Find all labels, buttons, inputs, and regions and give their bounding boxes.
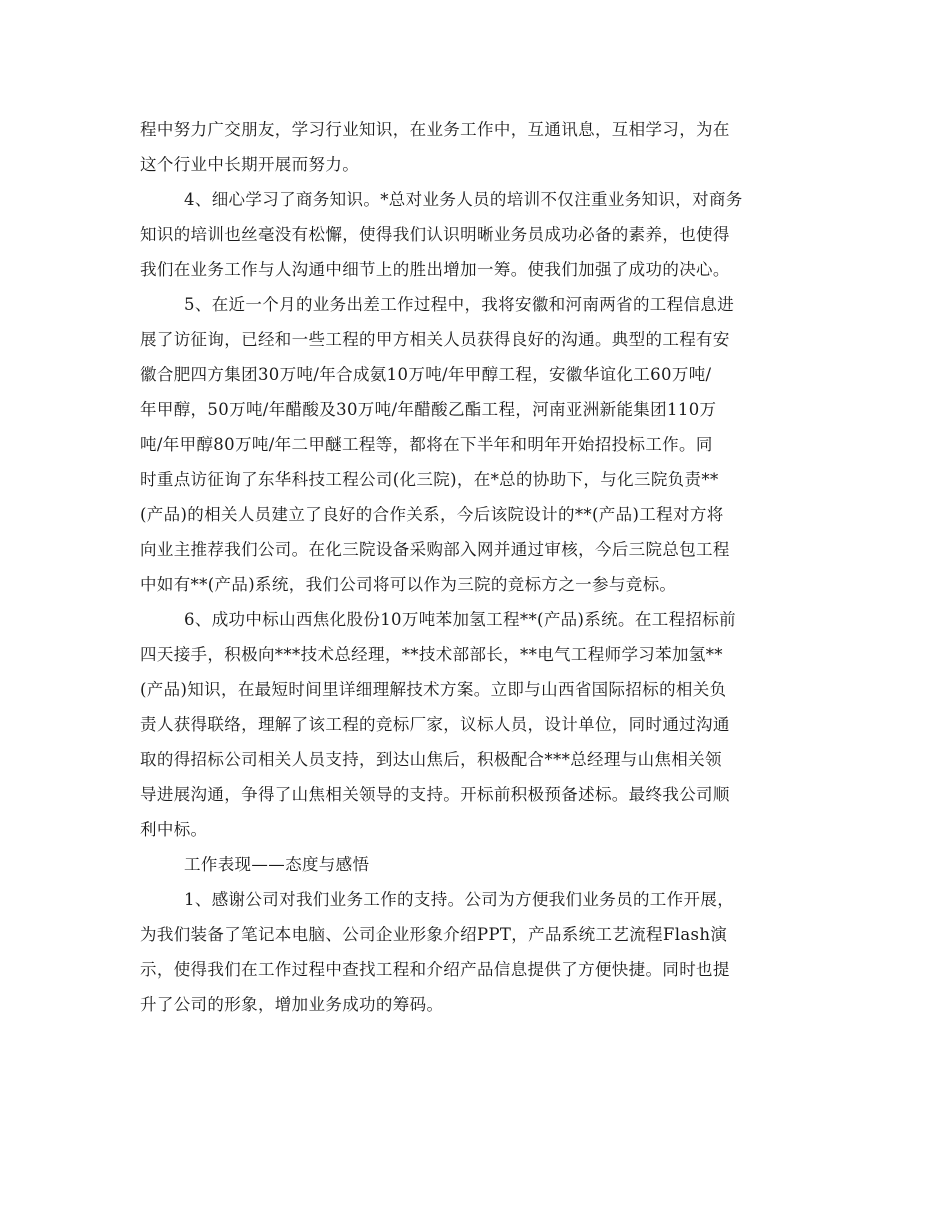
text-line: 徽合肥四方集团30万吨/年合成氨10万吨/年甲醇工程，安徽华谊化工60万吨/ (140, 365, 712, 384)
text-line: 导进展沟通，争得了山焦相关领导的支持。开标前积极预备述标。最终我公司顺 (140, 785, 730, 804)
text-line: 吨/年甲醇80万吨/年二甲醚工程等，都将在下半年和明年开始招投标工作。同 (140, 435, 713, 454)
text-line: 中如有**(产品)系统，我们公司将可以作为三院的竞标方之一参与竞标。 (140, 575, 677, 594)
text-line: 四天接手，积极向***技术总经理，**技术部部长，**电气工程师学习苯加氢** (140, 645, 723, 664)
paragraph-4-start: 4、细心学习了商务知识。*总对业务人员的培训不仅注重业务知识，对商务 (184, 190, 743, 209)
text-line: (产品)知识，在最短时间里详细理解技术方案。立即与山西省国际招标的相关负 (140, 680, 727, 699)
text-line: 升了公司的形象，增加业务成功的筹码。 (140, 995, 444, 1014)
text-line: 年甲醇，50万吨/年醋酸及30万吨/年醋酸乙酯工程，河南亚洲新能集团110万 (140, 400, 717, 419)
text-line: 我们在业务工作与人沟通中细节上的胜出增加一筹。使我们加强了成功的决心。 (140, 260, 730, 279)
text-line: 示，使得我们在工作过程中查找工程和介绍产品信息提供了方便快捷。同时也提 (140, 960, 730, 979)
text-line: 取的得招标公司相关人员支持，到达山焦后，积极配合***总经理与山焦相关领 (140, 750, 722, 769)
text-line: 向业主推荐我们公司。在化三院设备采购部入网并通过审核，今后三院总包工程 (140, 540, 730, 559)
text-line: 程中努力广交朋友，学习行业知识，在业务工作中，互通讯息，互相学习，为在 (140, 120, 730, 139)
text-line: 利中标。 (140, 820, 208, 839)
document-body (140, 112, 810, 1022)
text-line: 知识的培训也丝毫没有松懈，使得我们认识明晰业务员成功必备的素养，也使得 (140, 225, 730, 244)
paragraph-5-start: 5、在近一个月的业务出差工作过程中，我将安徽和河南两省的工程信息进 (184, 295, 735, 314)
paragraph-6-start: 6、成功中标山西焦化股份10万吨苯加氢工程**(产品)系统。在工程招标前 (184, 610, 736, 629)
text-line: 责人获得联络，理解了该工程的竞标厂家，议标人员，设计单位，同时通过沟通 (140, 715, 730, 734)
text-line: 展了访征询，已经和一些工程的甲方相关人员获得良好的沟通。典型的工程有安 (140, 330, 730, 349)
paragraph-1-start: 1、感谢公司对我们业务工作的支持。公司为方便我们业务员的工作开展， (184, 890, 735, 909)
text-line: 为我们装备了笔记本电脑、公司企业形象介绍PPT，产品系统工艺流程Flash演 (140, 925, 728, 944)
text-line: 这个行业中长期开展而努力。 (140, 155, 360, 174)
section-heading: 工作表现——态度与感悟 (184, 855, 370, 874)
text-line: 时重点访征询了东华科技工程公司(化三院)，在*总的协助下，与化三院负责** (140, 470, 719, 489)
text-line: (产品)的相关人员建立了良好的合作关系，今后该院设计的**(产品)工程对方将 (140, 505, 724, 524)
